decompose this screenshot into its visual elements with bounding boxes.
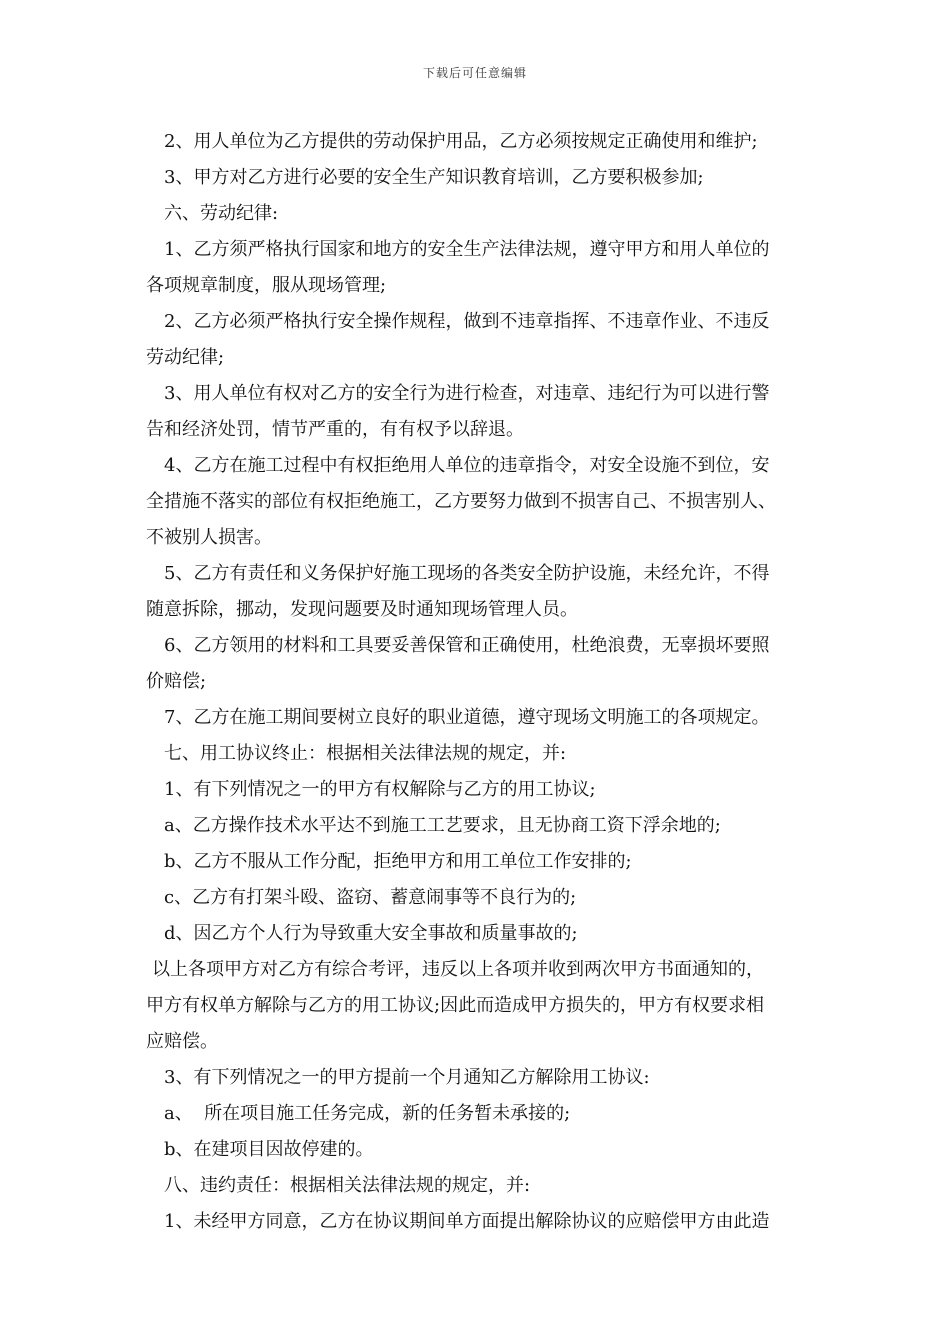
- text-line: 甲方有权单方解除与乙方的用工协议;因此而造成甲方损失的，甲方有权要求相: [146, 995, 765, 1016]
- text-line: 不被别人损害。: [146, 527, 272, 548]
- section-heading: 八、违约责任：根据相关法律法规的规定，并:: [164, 1175, 531, 1196]
- text-line: a、 所在项目施工任务完成，新的任务暂未承接的;: [164, 1103, 571, 1124]
- text-line: 随意拆除，挪动，发现问题要及时通知现场管理人员。: [146, 599, 578, 620]
- text-line: 1、乙方须严格执行国家和地方的安全生产法律法规，遵守甲方和用人单位的: [164, 239, 770, 260]
- text-line: a、乙方操作技术水平达不到施工工艺要求，且无协商工资下浮余地的;: [164, 815, 721, 836]
- text-line: 以上各项甲方对乙方有综合考评，违反以上各项并收到两次甲方书面通知的，: [152, 959, 764, 980]
- page-header: 下载后可任意编辑: [422, 66, 527, 80]
- text-line: 告和经济处罚，情节严重的，有有权予以辞退。: [146, 419, 524, 440]
- text-line: 2、用人单位为乙方提供的劳动保护用品，乙方必须按规定正确使用和维护;: [164, 131, 758, 152]
- text-line: 7、乙方在施工期间要树立良好的职业道德，遵守现场文明施工的各项规定。: [164, 707, 770, 728]
- text-line: 2、乙方必须严格执行安全操作规程，做到不违章指挥、不违章作业、不违反: [164, 311, 770, 332]
- text-line: 1、未经甲方同意，乙方在协议期间单方面提出解除协议的应赔偿甲方由此造: [164, 1211, 770, 1232]
- text-line: 应赔偿。: [146, 1031, 218, 1052]
- text-line: 4、乙方在施工过程中有权拒绝用人单位的违章指令，对安全设施不到位，安: [164, 455, 770, 476]
- text-line: 全措施不落实的部位有权拒绝施工，乙方要努力做到不损害自己、不损害别人、: [146, 491, 776, 512]
- text-line: 5、乙方有责任和义务保护好施工现场的各类安全防护设施，未经允许，不得: [164, 563, 770, 584]
- section-heading: 七、用工协议终止：根据相关法律法规的规定，并:: [164, 743, 567, 764]
- text-line: 3、用人单位有权对乙方的安全行为进行检查，对违章、违纪行为可以进行警: [164, 383, 770, 404]
- text-line: d、因乙方个人行为导致重大安全事故和质量事故的;: [164, 923, 578, 944]
- document-body: [146, 124, 811, 1240]
- text-line: 各项规章制度，服从现场管理;: [146, 275, 387, 296]
- text-line: b、乙方不服从工作分配，拒绝甲方和用工单位工作安排的;: [164, 851, 632, 872]
- text-line: 3、有下列情况之一的甲方提前一个月通知乙方解除用工协议:: [164, 1067, 650, 1088]
- text-line: 1、有下列情况之一的甲方有权解除与乙方的用工协议;: [164, 779, 596, 800]
- text-line: b、在建项目因故停建的。: [164, 1139, 374, 1160]
- text-line: 劳动纪律;: [146, 347, 225, 368]
- text-line: c、乙方有打架斗殴、盗窃、蓄意闹事等不良行为的;: [164, 887, 577, 908]
- section-heading: 六、劳动纪律:: [164, 203, 279, 224]
- text-line: 价赔偿;: [146, 671, 207, 692]
- text-line: 3、甲方对乙方进行必要的安全生产知识教育培训，乙方要积极参加;: [164, 167, 704, 188]
- text-line: 6、乙方领用的材料和工具要妥善保管和正确使用，杜绝浪费，无辜损坏要照: [164, 635, 770, 656]
